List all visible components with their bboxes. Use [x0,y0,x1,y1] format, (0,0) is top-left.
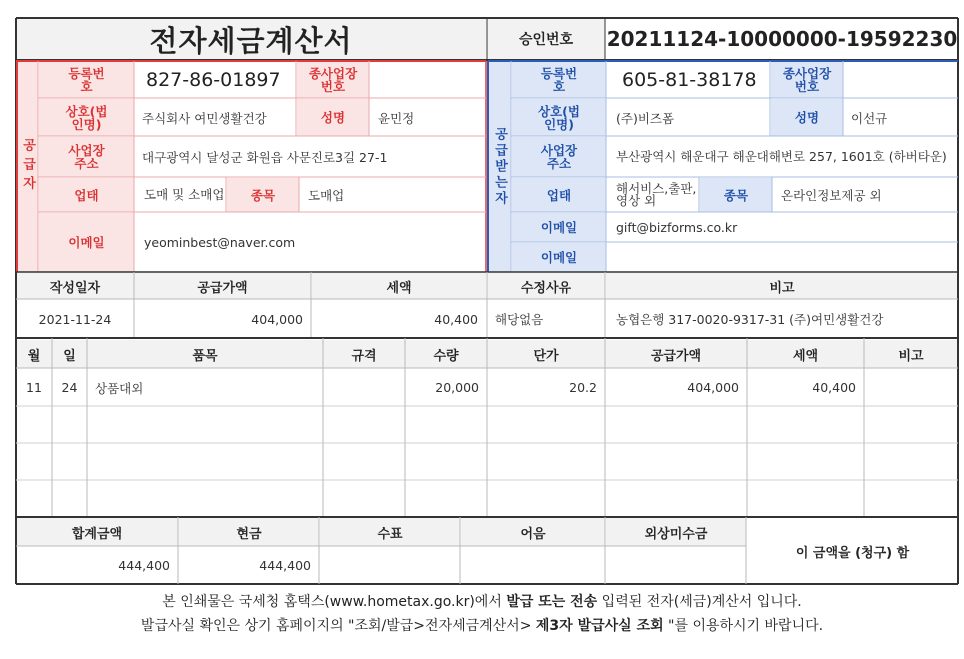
buyer-side-label: 공급받는자 [487,61,511,272]
totals-header-note: 어음 [461,518,605,546]
items-header-item: 품목 [87,340,323,368]
items-header-qty: 수량 [405,340,487,368]
items-cell-item: 상품대외 [95,380,144,396]
items-header-day: 일 [52,340,87,368]
items-cell-supply: 404,000 [687,380,739,395]
supplier-regno-label: 등록번호 [39,61,134,98]
items-header-tax: 세액 [747,340,864,368]
buyer-item-label: 종목 [700,178,772,212]
supplier-item-label: 종목 [227,178,299,212]
items-cell-qty: 20,000 [435,380,479,395]
buyer-subbiz-label: 종사업장번호 [771,61,843,98]
totals-cash-value: 444,400 [259,558,311,573]
totals-header-cash: 현금 [179,518,319,546]
buyer-email1-value: gift@bizforms.co.kr [616,220,738,235]
items-header-month: 월 [16,340,52,368]
supplier-company-value: 주식회사 여민생활건강 [142,110,267,126]
buyer-name-value: 이선규 [851,110,888,126]
summary-remark: 농협은행 317-0020-9317-31 (주)여민생활건강 [616,312,884,327]
buyer-address-value: 부산광역시 해운대구 해운대해변로 257, 1601호 (하버타운) [616,149,947,164]
totals-header-check: 수표 [320,518,460,546]
buyer-regno-value: 605-81-38178 [622,68,757,91]
buyer-company-label: 상호(법인명) [512,99,606,136]
supplier-email-value: yeominbest@naver.com [144,235,296,250]
buyer-company-value: (주)비즈폼 [616,110,675,126]
buyer-email2-label: 이메일 [512,243,606,272]
supplier-biztype-value: 도매 및 소매업 [144,187,225,202]
supplier-regno-value: 827-86-01897 [146,68,281,91]
summary-header-supply: 공급가액 [134,273,311,299]
summary-reason: 해당없음 [495,312,544,327]
supplier-address-label: 사업장주소 [39,137,134,177]
supplier-name-value: 윤민정 [378,110,415,126]
buyer-biztype-value: 해서비스,출판,영상 외 [616,181,697,208]
buyer-address-label: 사업장주소 [512,137,606,177]
totals-header-total: 합계금액 [16,518,178,546]
summary-tax: 40,400 [434,311,478,327]
items-header-unit-price: 단가 [487,340,605,368]
supplier-name-label: 성명 [297,99,369,136]
items-cell-month: 11 [26,380,42,395]
items-header-spec: 규격 [323,340,405,368]
buyer-item-value: 온라인정보제공 외 [781,188,882,203]
approval-label: 승인번호 [487,18,605,60]
items-header-remark: 비고 [864,340,958,368]
supplier-subbiz-label: 종사업장번호 [297,61,369,98]
buyer-email1-label: 이메일 [512,213,606,242]
claim-statement: 이 금액을 (청구) 함 [795,545,910,561]
totals-header-credit: 외상미수금 [606,518,746,546]
summary-header-date: 작성일자 [16,273,134,299]
supplier-company-label: 상호(법인명) [39,99,134,136]
items-cell-tax: 40,400 [812,380,856,395]
footer-note-line1: 본 인쇄물은 국세청 홈택스(www.hometax.go.kr)에서 발급 또는 전송 입력된 전자(세금)계산서 입니다. [162,594,802,610]
summary-header-tax: 세액 [312,273,486,299]
supplier-item-value: 도매업 [308,188,345,203]
footer-note-line2: 발급사실 확인은 상기 홈페이지의 "조회/발급>전자세금계산서> 제3자 발급사실 조회 "를 이용하시기 바랍니다. [140,618,824,634]
supplier-email-label: 이메일 [39,213,134,272]
items-cell-day: 24 [61,380,78,395]
document-title: 전자세금계산서 [16,18,486,60]
buyer-name-label: 성명 [771,99,843,136]
supplier-address-value: 대구광역시 달성군 화원읍 사문진로3길 27-1 [142,150,388,165]
supplier-biztype-label: 업태 [39,178,134,212]
summary-header-remark: 비고 [606,273,958,299]
supplier-side-label: 공급자 [16,61,38,272]
totals-total-value: 444,400 [118,558,170,573]
items-cell-unit-price: 20.2 [569,380,597,395]
buyer-biztype-label: 업태 [512,178,606,212]
items-header-supply: 공급가액 [605,340,747,368]
buyer-regno-label: 등록번호 [512,61,606,98]
summary-date: 2021-11-24 [38,311,112,327]
summary-header-reason: 수정사유 [487,273,605,299]
approval-number: 20211124-10000000-19592230 [606,27,958,51]
summary-supply-amount: 404,000 [251,311,303,327]
